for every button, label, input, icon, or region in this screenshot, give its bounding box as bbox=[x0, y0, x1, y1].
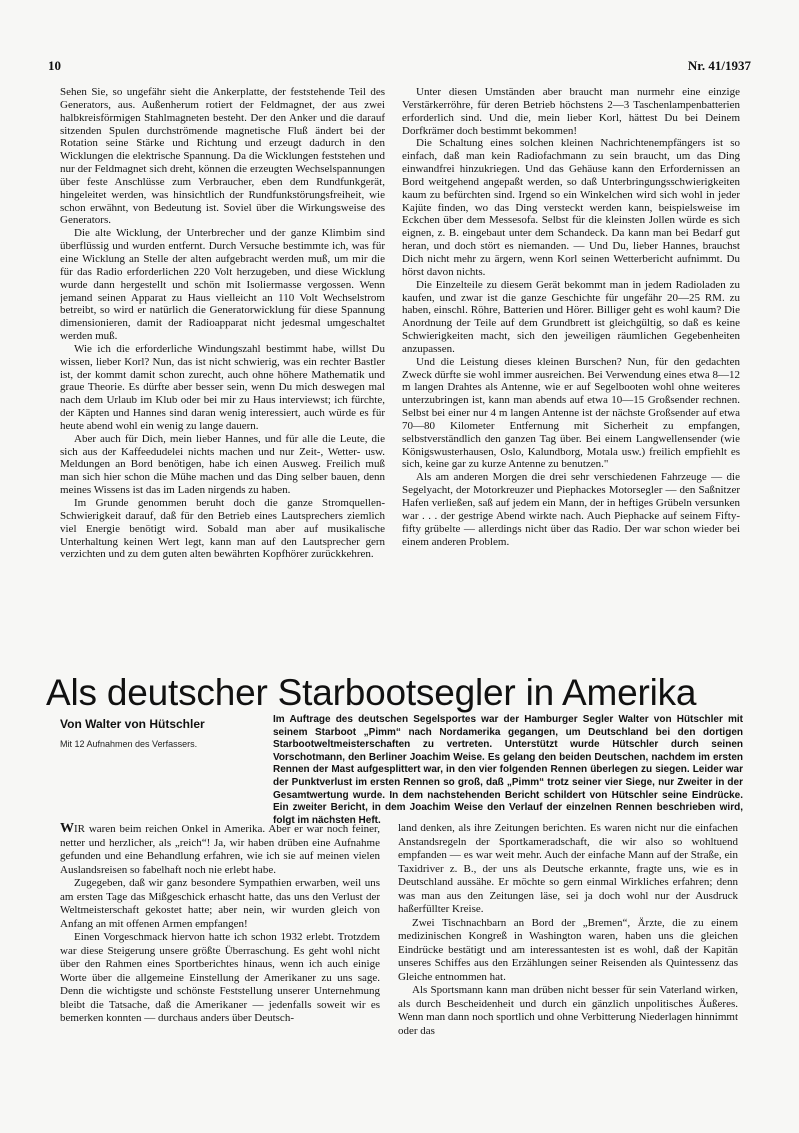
paragraph: Zwei Tischnachbarn an Bord der „Bremen“, Ärzte, die zu einem medizinischen Kongreß in Washington waren, haben uns die gleichen Eindrücke bestätigt und am interessantesten ist es wohl, daß der Kapitän unseres Schiffes aus den Erzählungen seiner Reisenden als Quintessenz das Gleiche entnommen hat. bbox=[398, 916, 738, 983]
paragraph: Aber auch für Dich, mein lieber Hannes, und für alle die Leute, die sich aus der Kaffeedudelei nichts machen und nur Zeit-, Wetter- usw. Meldungen an Bord benötigen, habe ich einen Ausweg. Freilich muß man sich hier schon die Mühe machen und das Ding selber bauen, denn meines Wissens ist das im Laden nirgends zu haben. bbox=[60, 432, 385, 497]
first-paragraph bbox=[60, 822, 380, 877]
paragraph: Im Grunde genommen beruht doch die ganze Stromquellen-Schwierigkeit darauf, daß für den Betrieb eines Lautsprechers ziemlich viel Energie benötigt wird. Sobald man aber auf musikalische Unterhaltung keinen Wert legt, kann man auf den Lautsprecher gern verzichten und zu dem guten alten bewährten Kopfhörer zurückkehren. bbox=[60, 497, 385, 561]
paragraph: Die Schaltung eines solchen kleinen Nachrichtenempfängers ist so einfach, daß man kein Radiofachmann zu sein braucht, um das Ding einwandfrei hinzukriegen. Und das Gehäuse kann den Erfordernissen an Bord weitgehend angepaßt werden, so daß Unterbringungsschwierigkeiten kaum zu befürchten sind. Irgend so ein Winkelchen wird sich wohl in jeder Kajüte finden, wo das Ding versteckt werden kann, beispielsweise im Eckchen über dem Messesofa. Selbst für die kleinsten Jollen würde es sich eignen, z. B. eingebaut unter dem Schandeck. Da kann man bei Bedarf gut heran, und doch stört es niemanden. — Und Du, lieber Hannes, brauchst Dich nicht mehr zu ärgern, wenn Korl seinen Wetterbericht aufnimmt. Du hörst davon nichts. bbox=[402, 137, 740, 278]
paragraph: Einen Vorgeschmack hiervon hatte ich schon 1932 erlebt. Trotzdem war diese Steigerung unsere größte Überraschung. Es geht wohl nicht über den Rahmen eines Sportberichtes hinaus, wenn ich auch einige Worte über die allgemeine Einstellung der Amerikaner zu uns sage. Denn die wichtigste und schönste Feststellung unserer Unternehmung bleibt die Tatsache, daß die Amerikaner — jedenfalls soweit wir es bemerken konnten — durchaus anders über Deutsch- bbox=[60, 931, 380, 1024]
paragraph: Als am anderen Morgen die drei sehr verschiedenen Fahrzeuge — die Segelyacht, der Motorkreuzer und Piephackes Motorsegler — den Saßnitzer Hafen verließen, saß auf jedem ein Mann, der in heftiges Grübeln versunken war . . . der gestrige Abend wirkte nach. Auch Piephacke auf seinem Fifty-fifty grübelte — allerdings nicht über das Radio. Der war schon wieder bei einem anderen Problem. bbox=[402, 471, 740, 548]
article-right-column bbox=[398, 822, 738, 1112]
issue-number: Nr. 41/1937 bbox=[687, 58, 751, 73]
paragraph: Sehen Sie, so ungefähr sieht die Ankerplatte, der feststehende Teil des Generators, aus. Außenherum rotiert der Feldmagnet, der aus zwei halbkreisförmigen Stahlmagneten besteht. Der den Anker und die darauf sitzenden Spulen durchströmende magnetische Fluß ändert bei der Rotation seine Stärke und Richtung und erzeugt dadurch in den Wicklungen die elektrische Spannung. Da die Wicklungen feststehen und nur der Feldmagnet sich dreht, können die erzeugten Wechselspannungen über feste Anschlüsse zum Verbraucher, eben dem Rundfunkgerät, hingeleitet werden, was hinsichtlich der Rundfunkstörungsfreiheit, wie schon erwähnt, von Bedeutung ist. Soviel über die Wirkungsweise des Generators. bbox=[60, 86, 385, 227]
article-intro: Im Auftrage des deutschen Segelsportes war der Hamburger Segler Walter von Hütschler mit seinem Starboot „Pimm“ nach Nordamerika gegangen, um Deutschland bei den dortigen Starbootweltmeisterschaften zu vertreten. Unterstützt wurde Hütschler durch seinen Vorschotmann, den Berliner Joachim Weise. Es gelang den beiden Deutschen, nachdem im ersten Rennen der Mast aufgesplittert war, in den vier folgenden Rennen überlegen zu siegen. Leider war der Punktverlust im ersten Rennen so groß, daß „Pimm“ trotz seiner vier Siege, nur Zweiter in der Gesamtwertung wurde. In dem nachstehenden Bericht schildert von Hütschler seine Eindrücke. Ein zweiter Bericht, in dem Joachim Weise den Verlauf der einzelnen Rennen beschrieben wird, folgt im nächsten Heft. bbox=[273, 714, 743, 826]
paragraph: Die Einzelteile zu diesem Gerät bekommt man in jedem Radioladen zu kaufen, und zwar ist die ganze Geschichte für ungefähr 20—25 RM. zu haben, einschl. Röhre, Batterien und Hörer. Billiger geht es wohl kaum? Die Anordnung der Teile auf dem Grundbrett ist gleichgültig, so daß es keine Schwierigkeiten macht, sich den jeweiligen räumlichen Gegebenheiten anzupassen. bbox=[402, 278, 740, 355]
right-text-column bbox=[402, 86, 740, 644]
article-headline: Als deutscher Starbootsegler in Amerika bbox=[46, 672, 697, 713]
paragraph: Die alte Wicklung, der Unterbrecher und der ganze Klimbim sind überflüssig und wurden entfernt. Durch Versuche bestimmte ich, was für eine Wicklung an Stelle der alten aufgebracht werden muß, um mir die für das Radio erforderlichen 220 Volt herzugeben, und diese Wicklung wurde dann hergestellt und schön mit Isoliermasse vergossen. Wenn jemand seinen Apparat zu Haus vielleicht an 110 Volt Wechselstrom betreibt, so wird er natürlich die Generatorwicklung für diese Spannung dimensionieren, damit der Radioapparat nicht jedesmal umgeschaltet werden muß. bbox=[60, 227, 385, 343]
photo-credit: Mit 12 Aufnahmen des Verfassers. bbox=[60, 739, 198, 749]
paragraph: Wie ich die erforderliche Windungszahl bestimmt habe, willst Du wissen, lieber Korl? Nun, das ist nicht schwierig, was ein rechter Bastler ist, der kommt damit schon zurecht, auch ohne höhere Mathematik und graue Theorie. Es dürfte aber besser sein, wenn Du mich deswegen mal nach dem Urlaub im Klub oder bei mir zu Haus interviewst; ich fürchte, der Käpten und Hannes sind daran wenig interessiert, auch würde es für heute abend wohl ein wenig zu lange dauern. bbox=[60, 342, 385, 432]
paragraph: Unter diesen Umständen aber braucht man nurmehr eine einzige Verstärkerröhre, für deren Betrieb höchstens 2—3 Taschenlampenbatterien erforderlich sind. Und die, mein lieber Korl, hättest Du bei Deinem Dorfkrämer doch bestimmt bekommen! bbox=[402, 86, 740, 137]
page-number: 10 bbox=[48, 58, 61, 73]
first-paragraph-text: IR waren beim reichen Onkel in Amerika. Aber er war noch feiner, netter und herzlicher, als „reich“! Ja, wir haben drüben eine Aufnahme gefunden und eine Behandlung erfahren, wie ich sie auf meinen vielen Auslandsreisen so fabelhaft noch nie erlebt habe. bbox=[60, 823, 380, 876]
left-text-column bbox=[60, 86, 385, 644]
paragraph: Als Sportsmann kann man drüben nicht besser für sein Vaterland wirken, als durch Bescheidenheit und durch ein gänzlich unpolitisches Äußeres. Wenn man dann noch sportlich und ohne Verbitterung Niederlagen hinnimmt oder das bbox=[398, 984, 738, 1037]
paragraph: Zugegeben, daß wir ganz besondere Sympathien erwarben, weil uns am ersten Tage das Mißgeschick erhascht hatte, das uns den Verlust der Weltmeisterschaft gekostet hatte; aber nein, wir wurden gleich von Anfang an mit offenen Armen empfangen! bbox=[60, 877, 380, 930]
paragraph: Und die Leistung dieses kleinen Burschen? Nun, für den gedachten Zweck dürfte sie wohl immer ausreichen. Bei Verwendung eines etwa 8—12 m langen Drahtes als Antenne, wie er auf Segelbooten wohl ohne weiteres unterzubringen ist, kann man abends auf etwa 10—15 Großsender rechnen. Selbst bei einer nur 4 m langen Antenne ist der nächste Großsender auf etwa 70—80 Kilometer Entfernung mit Sicherheit zu empfangen, selbstverständlich den ganzen Tag über. Bei einem Langwellensender (wie Königswusterhausen, Oslo, Kalundborg, Motala usw.) freilich empfiehlt es sich, keine gar zu kurze Antenne zu benutzen." bbox=[402, 355, 740, 471]
dropcap-letter: W bbox=[60, 822, 74, 836]
paragraph: land denken, als ihre Zeitungen berichten. Es waren nicht nur die einfachen Anstandsregeln der Sportkameradschaft, die wir also so wohltuend empfanden — es war weit mehr. Auch der einfache Mann auf der Straße, ein Taxidriver z. B., der uns als Deutsche erkannte, fragte uns, wie es in Deutschland aussähe. Er möchte so gern einmal Wirkliches erfahren; denn was man aus den Zeitungen läse, sei ja doch wohl nur der Ausdruck haßerfüllter Kreise. bbox=[398, 822, 738, 915]
article-author: Von Walter von Hütschler bbox=[60, 717, 205, 731]
article-left-column bbox=[60, 822, 380, 1112]
